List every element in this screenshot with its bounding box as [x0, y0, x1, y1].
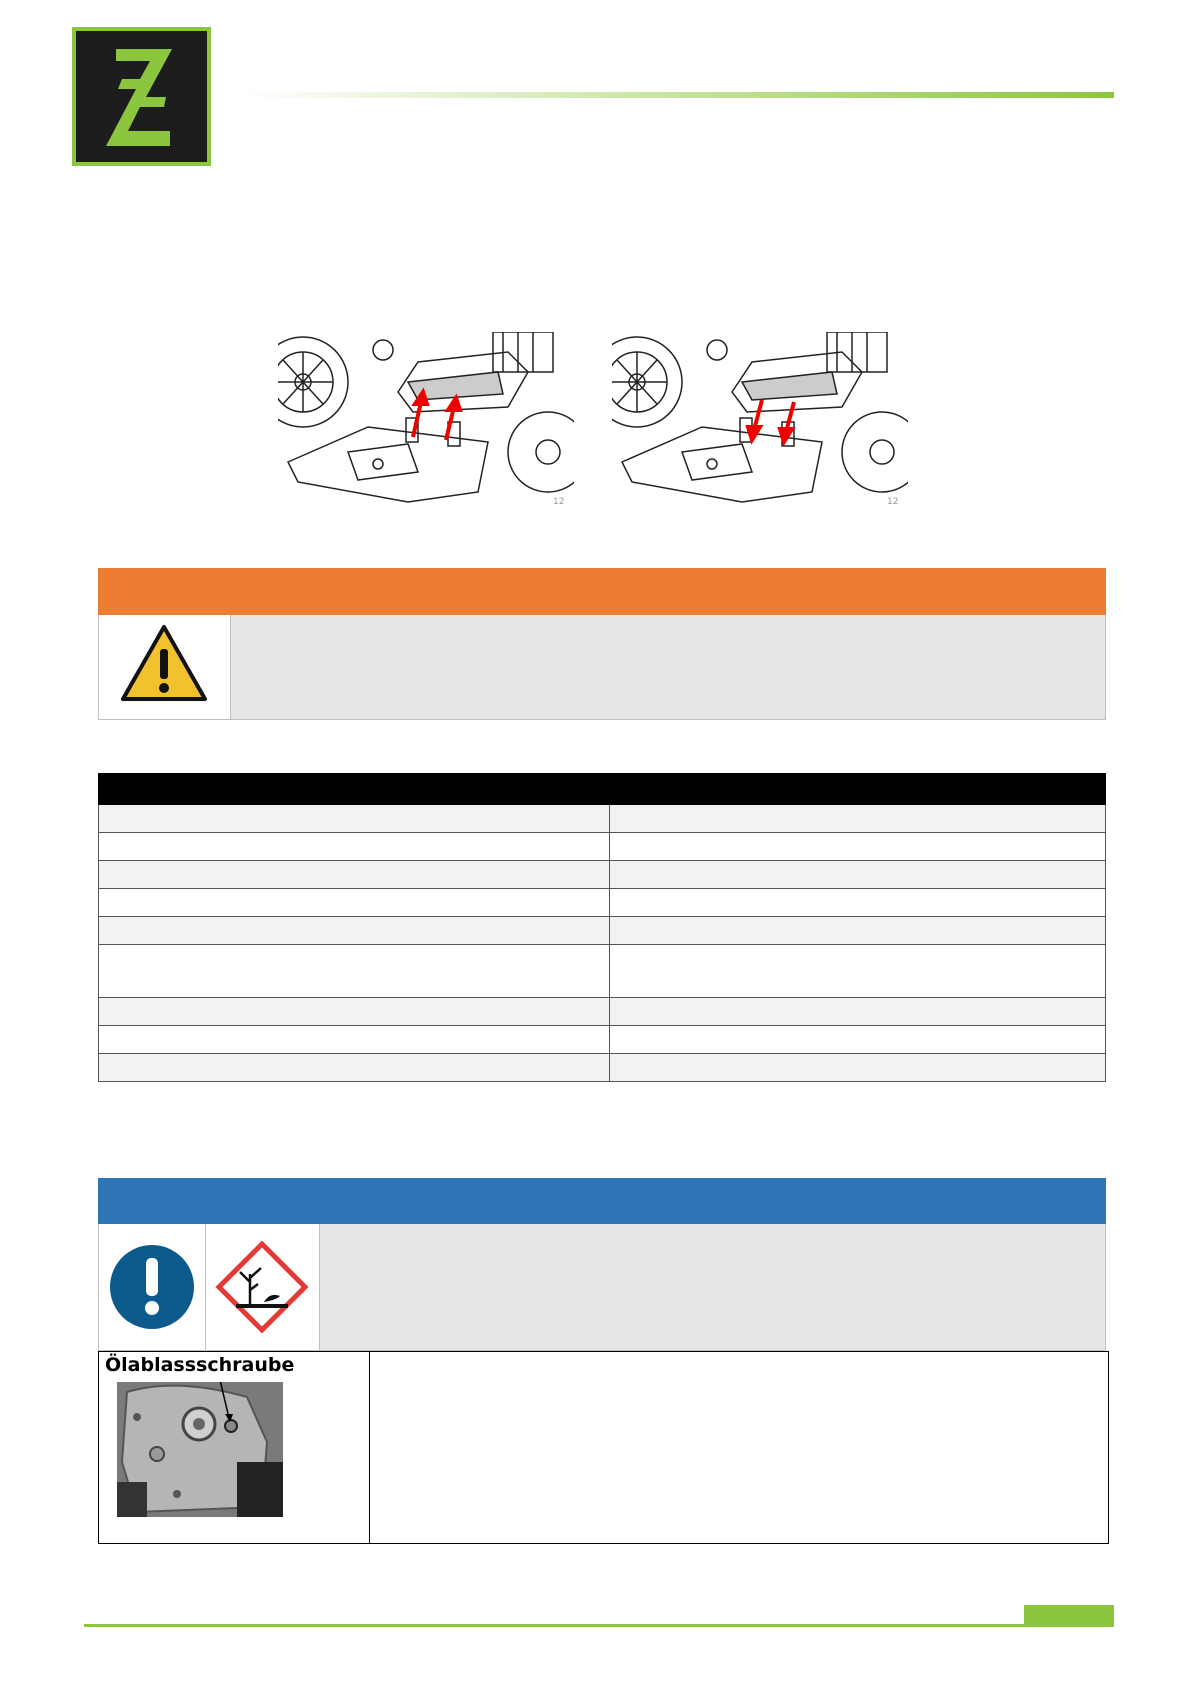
table-row: [99, 1054, 1106, 1082]
table-header-cell: [99, 774, 610, 805]
table-cell: [610, 805, 1106, 833]
table-row: [99, 945, 1106, 998]
mandatory-icon-cell: [99, 1224, 206, 1350]
mower-illustration-remove: [278, 332, 574, 512]
page-number: [1024, 1605, 1114, 1627]
oil-drain-label: Ölablassschraube: [105, 1354, 295, 1376]
maintenance-table: [98, 773, 1106, 1082]
engine-oil-drain-image: [117, 1382, 283, 1517]
table-cell: [610, 833, 1106, 861]
table-cell: [99, 917, 610, 945]
warning-content-row: [98, 615, 1106, 720]
table-row: [99, 805, 1106, 833]
table-cell: [99, 1026, 610, 1054]
table-cell: [610, 917, 1106, 945]
table-cell: [610, 861, 1106, 889]
table-cell: [610, 889, 1106, 917]
warning-triangle-icon: [99, 615, 230, 719]
warning-icon-cell: [99, 615, 231, 719]
table-cell: [99, 861, 610, 889]
table-header-cell: [610, 774, 1106, 805]
table-cell: [610, 945, 1106, 998]
table-cell: [99, 833, 610, 861]
z-logo-icon: [76, 31, 207, 162]
page-number-tab: [1024, 1605, 1114, 1627]
info-content-row: [98, 1224, 1106, 1351]
table-row: [99, 998, 1106, 1026]
header-rule: [240, 92, 1114, 98]
table-row: [99, 1026, 1106, 1054]
table-cell: [99, 889, 610, 917]
environment-hazard-icon: [206, 1224, 319, 1350]
svg-text:12: 12: [887, 497, 899, 507]
brand-logo: [72, 27, 211, 166]
table-cell: [99, 945, 610, 998]
table-cell: [610, 1026, 1106, 1054]
oil-drain-table: [98, 1351, 1109, 1544]
warning-header-bar: [98, 568, 1106, 615]
table-row: [99, 833, 1106, 861]
table-cell: [99, 805, 610, 833]
svg-text:12: 12: [553, 497, 565, 507]
table-row: [99, 889, 1106, 917]
table-cell: [99, 998, 610, 1026]
table-cell: [610, 998, 1106, 1026]
footer-rule: [84, 1624, 1024, 1627]
mandatory-exclamation-icon: [99, 1224, 205, 1350]
table-cell: [610, 1054, 1106, 1082]
table-row: [99, 917, 1106, 945]
info-header-bar: [98, 1178, 1106, 1224]
environment-icon-cell: [206, 1224, 320, 1350]
table-header-row: [99, 774, 1106, 805]
mower-illustration-insert: [612, 332, 908, 512]
table-row: [99, 861, 1106, 889]
table-cell: [99, 1054, 610, 1082]
oil-drain-figure-cell: [99, 1352, 370, 1543]
